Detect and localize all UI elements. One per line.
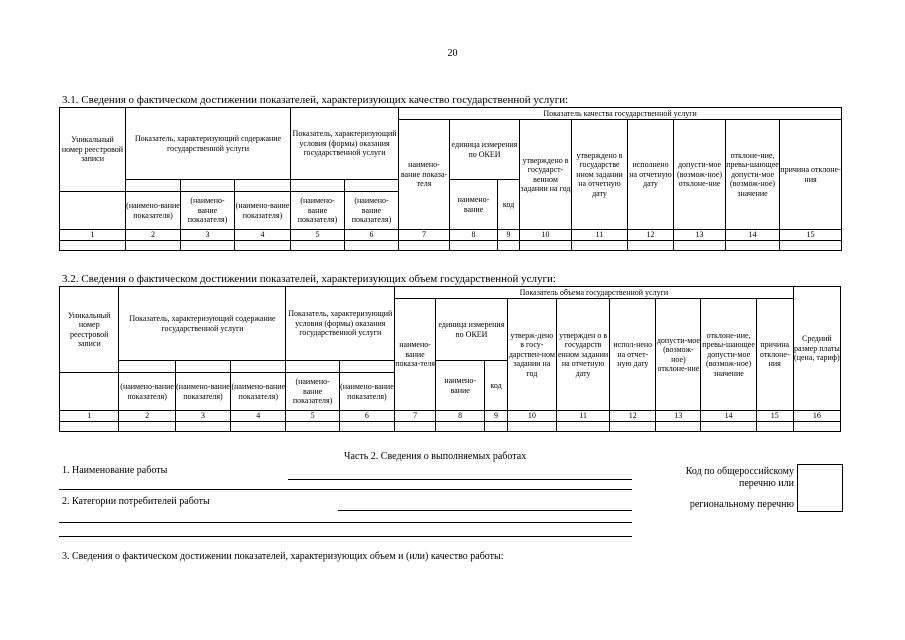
subheader-indicator-name: (наимено-вание показателя) [286,373,339,411]
column-number: 9 [485,411,508,422]
column-number: 14 [726,230,780,241]
header-allowed-deviation: допусти-мое (возмож-ное) отклоне-ние [656,299,701,411]
data-cell[interactable] [399,240,450,250]
subheader-empty [231,361,286,373]
subheader-indicator-name: (наимено-вание показателя) [235,192,291,230]
data-cell[interactable] [610,421,656,431]
code-input-box[interactable] [797,464,843,512]
column-number: 4 [235,230,291,241]
data-cell[interactable] [436,421,485,431]
header-allowed-deviation: допусти-мое (возмож-ное) отклоне-ние [674,120,726,230]
quality-indicators-table [59,107,842,251]
header-unit-okei: единица измерения по ОКЕИ [450,120,520,180]
column-number: 2 [126,230,181,241]
column-number: 12 [610,411,656,422]
header-unique-number: Уникальный номер реестровой записи [60,108,126,192]
header-executed: исполнено на отчетную дату [628,120,674,230]
header-approved-year: утверж-дено в госу-дарствен-ном задании на год [507,299,556,411]
column-number: 13 [656,411,701,422]
page-number: 20 [447,48,458,59]
header-deviation-reason: причина отклоне-ния [780,120,842,230]
column-number: 3 [181,230,235,241]
subheader-indicator-name: (наимено-вание показателя) [126,192,181,230]
data-cell[interactable] [498,240,520,250]
header-volume-indicator: Показатель объема государственной услуги [395,287,794,299]
data-cell[interactable] [60,240,126,250]
data-cell[interactable] [175,421,230,431]
header-conditions-indicator: Показатель, характеризующий условия (формы) оказания государственной услуги [291,108,399,180]
column-number: 10 [520,230,572,241]
data-cell[interactable] [291,240,345,250]
data-cell[interactable] [286,421,339,431]
header-approved-date: утверждено в государстве нном задании на отчетную дату [572,120,628,230]
work-name-label: 1. Наименование работы [62,465,168,476]
code-label-line-1: Код по общероссийскому [685,466,794,477]
column-number: 6 [339,411,394,422]
data-cell[interactable] [126,240,181,250]
code-label [640,466,794,490]
header-exceeding-deviation: отклоне-ние, превы-шающее допусти-мое (возмож-ное) значение [701,299,756,411]
data-cell[interactable] [339,421,394,431]
subheader-indicator-name: (наимено-вание показателя) [175,373,230,411]
header-approved-date: утвержден о в государств енном задании на отчетную дату [556,299,609,411]
data-cell[interactable] [793,421,840,431]
data-cell[interactable] [119,421,175,431]
section-3-work-title: 3. Сведения о фактическом достижении показателей, характеризующих объем и (или) качество работы: [62,551,504,562]
column-number: 10 [507,411,556,422]
data-cell[interactable] [628,240,674,250]
code-label-line-3: региональному перечню [689,499,794,510]
column-number: 16 [793,411,840,422]
consumers-line[interactable] [338,510,632,511]
data-cell[interactable] [674,240,726,250]
data-cell[interactable] [345,240,399,250]
column-number: 3 [175,411,230,422]
subheader-empty [345,180,399,192]
data-cell[interactable] [181,240,235,250]
data-cell[interactable] [231,421,286,431]
column-number: 11 [556,411,609,422]
column-number: 5 [291,230,345,241]
header-approved-year: утверждено в государст-венном задании на год [520,120,572,230]
subheader-empty [339,361,394,373]
part-2-title: Часть 2. Сведения о выполняемых работах [344,451,527,462]
column-number: 9 [498,230,520,241]
data-cell[interactable] [556,421,609,431]
data-cell[interactable] [235,240,291,250]
column-number: 1 [60,230,126,241]
subheader-empty [291,180,345,192]
consumers-label: 2. Категории потребителей работы [62,496,210,507]
column-number: 15 [780,230,842,241]
subheader-empty [286,361,339,373]
column-number: 4 [231,411,286,422]
header-average-fee: Средний размер платы (цена, тариф) [793,287,840,411]
column-number: 14 [701,411,756,422]
data-cell[interactable] [485,421,508,431]
subheader-empty [119,361,175,373]
section-3-1-title: 3.1. Сведения о фактическом достижении показателей, характеризующих качество государственной услуги: [62,94,569,106]
column-number: 7 [395,411,436,422]
header-executed: испол-нено на отчет-ную дату [610,299,656,411]
subheader-indicator-name: (наимено-вание показателя) [339,373,394,411]
subheader-indicator-name: (наимено-вание показателя) [231,373,286,411]
data-cell[interactable] [756,421,793,431]
header-unit-code: код [485,361,508,411]
header-indicator-name: наимено-вание показа-теля [395,299,436,411]
header-content-indicator: Показатель, характеризующий содержание государственной услуги [119,287,286,361]
section-3-2-title: 3.2. Сведения о фактическом достижении показателей, характеризующих объем государственной услуги: [62,273,556,285]
header-unit-name: наимено-вание [436,361,485,411]
column-number: 5 [286,411,339,422]
subheader-empty [60,192,126,230]
volume-indicators-table [59,286,841,432]
header-conditions-indicator: Показатель, характеризующий условия (формы) оказания государственной услуги [286,287,395,361]
header-unit-code: код [498,180,520,230]
data-cell[interactable] [572,240,628,250]
data-cell[interactable] [701,421,756,431]
subheader-indicator-name: (наимено-вание показателя) [119,373,175,411]
column-number: 8 [436,411,485,422]
data-cell[interactable] [450,240,498,250]
data-cell[interactable] [520,240,572,250]
subheader-empty [60,373,119,411]
data-cell[interactable] [60,421,119,431]
data-cell[interactable] [395,421,436,431]
column-number: 15 [756,411,793,422]
header-indicator-name: наимено-вание показа-теля [399,120,450,230]
header-exceeding-deviation: отклоне-ние, превы-шающее допусти-мое (возмож-ное) значение [726,120,780,230]
consumers-line-3[interactable] [59,536,632,537]
subheader-empty [181,180,235,192]
subheader-indicator-name: (наимено-вание показателя) [291,192,345,230]
subheader-empty [235,180,291,192]
header-deviation-reason: причина отклоне-ния [756,299,793,411]
column-number: 6 [345,230,399,241]
column-number: 11 [572,230,628,241]
work-name-line-2[interactable] [59,489,632,490]
column-number: 12 [628,230,674,241]
column-number: 1 [60,411,119,422]
column-number: 13 [674,230,726,241]
header-content-indicator: Показатель, характеризующий содержание государственной услуги [126,108,291,180]
column-number: 2 [119,411,175,422]
work-name-line[interactable] [288,479,632,480]
column-number: 7 [399,230,450,241]
subheader-empty [126,180,181,192]
data-cell[interactable] [780,240,842,250]
header-unit-name: наимено-вание [450,180,498,230]
data-cell[interactable] [726,240,780,250]
data-cell[interactable] [507,421,556,431]
subheader-indicator-name: (наимено-вание показателя) [181,192,235,230]
subheader-indicator-name: (наимено-вание показателя) [345,192,399,230]
header-unit-okei: единица измерения по ОКЕИ [436,299,508,361]
subheader-empty [175,361,230,373]
data-cell[interactable] [656,421,701,431]
column-number: 8 [450,230,498,241]
header-unique-number: Уникальный номер реестровой записи [60,287,119,373]
code-label-line-2: перечню или [738,478,794,489]
header-quality-indicator: Показатель качества государственной услуги [399,108,842,120]
consumers-line-2[interactable] [59,522,632,523]
